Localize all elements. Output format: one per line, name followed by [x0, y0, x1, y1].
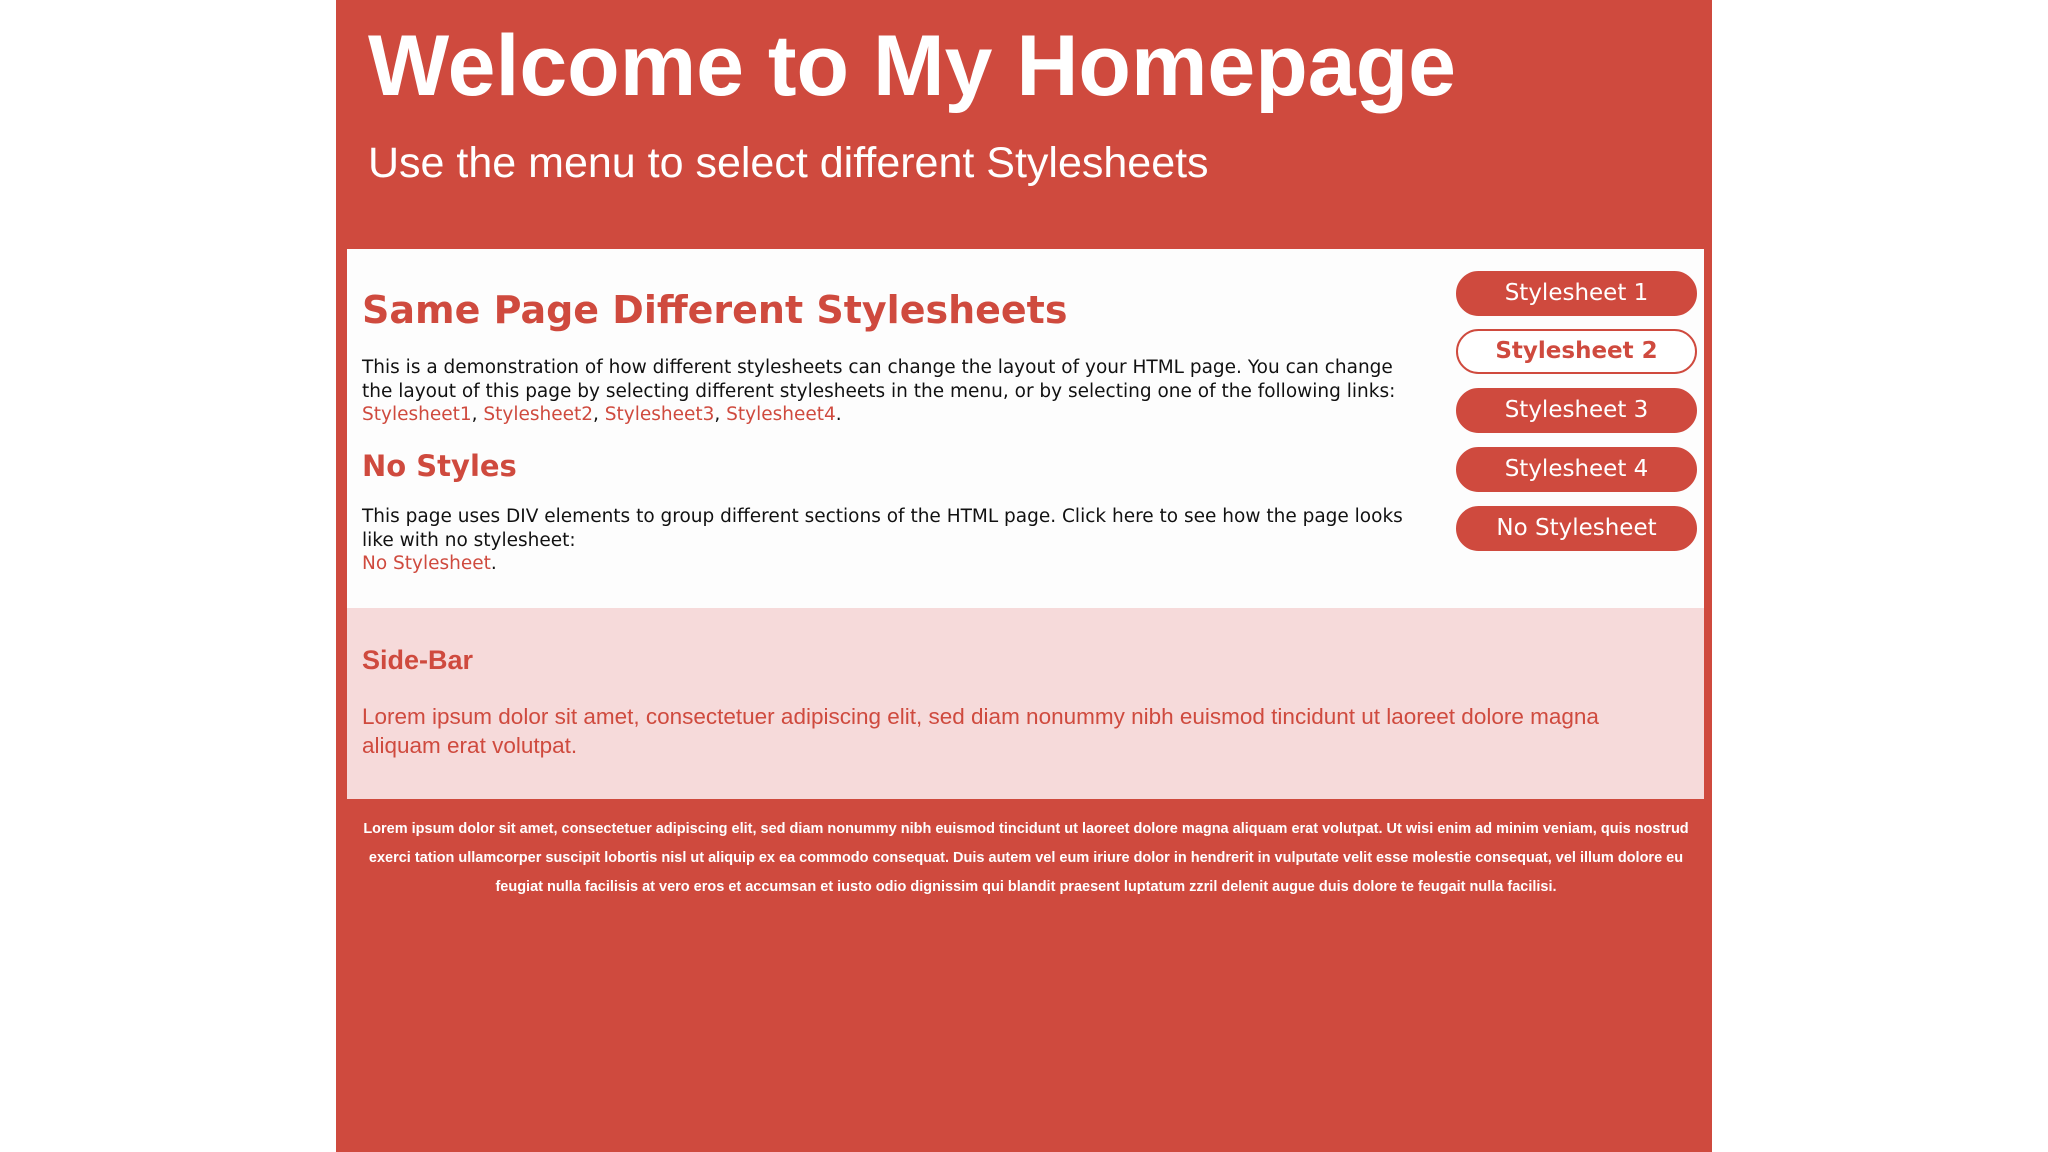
site-title: Welcome to My Homepage: [368, 18, 1456, 114]
no-stylesheet-link[interactable]: No Stylesheet: [362, 553, 491, 574]
stylesheet-2-button[interactable]: Stylesheet 2: [1456, 329, 1697, 374]
end-punctuation: .: [835, 404, 842, 425]
stylesheet-1-button[interactable]: Stylesheet 1: [1456, 271, 1697, 316]
link-separator: ,: [714, 404, 727, 425]
intro-text: This is a demonstration of how different stylesheets can change the layout of your HTML page. You can change the layout of this page by selecting different stylesheets in the menu, or by selecting one of the following links:: [362, 357, 1396, 402]
main-heading: Same Page Different Stylesheets: [362, 288, 1068, 332]
stylesheet3-link[interactable]: Stylesheet3: [604, 404, 715, 425]
page-container: [336, 0, 1712, 1152]
site-subtitle: Use the menu to select different Stylesheets: [368, 139, 1209, 187]
stylesheet-4-button[interactable]: Stylesheet 4: [1456, 447, 1697, 492]
sidebar-text: Lorem ipsum dolor sit amet, consectetuer adipiscing elit, sed diam nonummy nibh euismod tincidunt ut laoreet dolore magna aliquam erat volutpat.: [362, 704, 1599, 758]
end-punctuation: .: [490, 553, 497, 574]
link-separator: ,: [593, 404, 605, 425]
link-separator: ,: [471, 404, 484, 425]
stylesheet-3-button[interactable]: Stylesheet 3: [1456, 388, 1697, 433]
footer-text: Lorem ipsum dolor sit amet, consectetuer adipiscing elit, sed diam nonummy nibh euismod tincidunt ut laoreet dolore magna aliquam erat volutpat. Ut wisi enim ad minim veniam, quis nostrud exerci tation ullamcorper suscipit lobortis nisl ut aliquip ex ea commodo consequat. Duis autem vel eum iriure dolor in hendrerit in vulputate velit esse molestie consequat, vel illum dolore eu feugiat nulla facilisis at vero eros et accumsan et iusto odio dignissim qui blandit praesent luptatum zzril delenit augue duis dolore te feugait nulla facilisi.: [363, 821, 1689, 895]
no-stylesheet-button[interactable]: No Stylesheet: [1456, 506, 1697, 551]
stylesheet4-link[interactable]: Stylesheet4: [726, 404, 836, 425]
stylesheet2-link[interactable]: Stylesheet2: [483, 404, 594, 425]
no-styles-paragraph: [362, 505, 1422, 576]
content-panel: [347, 249, 1704, 608]
no-styles-heading: No Styles: [362, 449, 517, 483]
header: [336, 0, 1712, 248]
sidebar: [347, 608, 1704, 799]
stylesheet1-link[interactable]: Stylesheet1: [362, 404, 472, 425]
sidebar-heading: Side-Bar: [362, 645, 474, 675]
no-styles-text: This page uses DIV elements to group different sections of the HTML page. Click here to see how the page looks like with no stylesheet:: [362, 506, 1403, 551]
intro-paragraph: [362, 356, 1422, 427]
